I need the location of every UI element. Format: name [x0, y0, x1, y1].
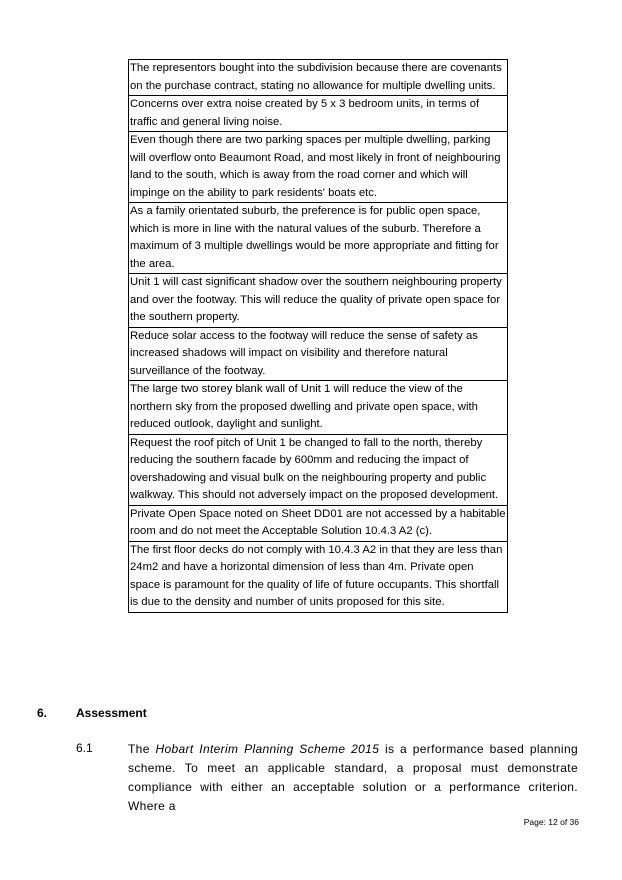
table-row [129, 327, 508, 381]
paragraph-text: is a performance based planning scheme. To meet an applicable standard, a proposal must demonstrate compliance with either an acceptable solution or a performance criterion. Where a [128, 742, 578, 813]
section-number: 6. [37, 706, 48, 720]
table-row [129, 60, 508, 96]
table-cell: As a family orientated suburb, the preference is for public open space, which is more in line with the natural values of the suburb. Therefore a maximum of 3 multiple dwellings would be more appropriate and fitting for the area. [129, 203, 508, 274]
table-row [129, 434, 508, 505]
representations-table [128, 59, 508, 613]
table-cell: The representors bought into the subdivision because there are covenants on the purchase contract, stating no allowance for multiple dwelling units. [129, 60, 508, 96]
section-heading [37, 706, 147, 720]
paragraph-number: 6.1 [76, 741, 93, 755]
table-row [129, 381, 508, 435]
table-cell: Concerns over extra noise created by 5 x 3 bedroom units, in terms of traffic and general living noise. [129, 96, 508, 132]
section-title: Assessment [76, 706, 147, 720]
scheme-name: Hobart Interim Planning Scheme 2015 [155, 742, 380, 756]
table-cell: Unit 1 will cast significant shadow over the southern neighbouring property and over the footway. This will reduce the quality of private open space for the southern property. [129, 274, 508, 328]
table-row [129, 203, 508, 274]
table-cell: Reduce solar access to the footway will reduce the sense of safety as increased shadows will impact on visibility and therefore natural surveillance of the footway. [129, 327, 508, 381]
page-number: Page: 12 of 36 [523, 817, 579, 827]
table-row [129, 274, 508, 328]
table-cell: Even though there are two parking spaces per multiple dwelling, parking will overflow onto Beaumont Road, and most likely in front of neighbouring land to the south, which is away from the road corner and which will impinge on the ability to park residents' boats etc. [129, 132, 508, 203]
table-row [129, 132, 508, 203]
table-cell: The first floor decks do not comply with 10.4.3 A2 in that they are less than 24m2 and have a horizontal dimension of less than 4m. Private open space is paramount for the quality of life of future occupants. This shortfall is due to the density and number of units proposed for this site. [129, 541, 508, 612]
table-cell: Request the roof pitch of Unit 1 be changed to fall to the north, thereby reducing the southern facade by 600mm and reducing the impact of overshadowing and visual bulk on the neighbouring property and public walkway. This should not adversely impact on the proposed development. [129, 434, 508, 505]
table-row [129, 96, 508, 132]
table-cell: The large two storey blank wall of Unit 1 will reduce the view of the northern sky from the proposed dwelling and private open space, with reduced outlook, daylight and sunlight. [129, 381, 508, 435]
table-cell: Private Open Space noted on Sheet DD01 are not accessed by a habitable room and do not meet the Acceptable Solution 10.4.3 A2 (c). [129, 505, 508, 541]
paragraph-lead: The [128, 742, 156, 756]
assessment-paragraph [128, 740, 578, 816]
table-row [129, 541, 508, 612]
table-row [129, 505, 508, 541]
